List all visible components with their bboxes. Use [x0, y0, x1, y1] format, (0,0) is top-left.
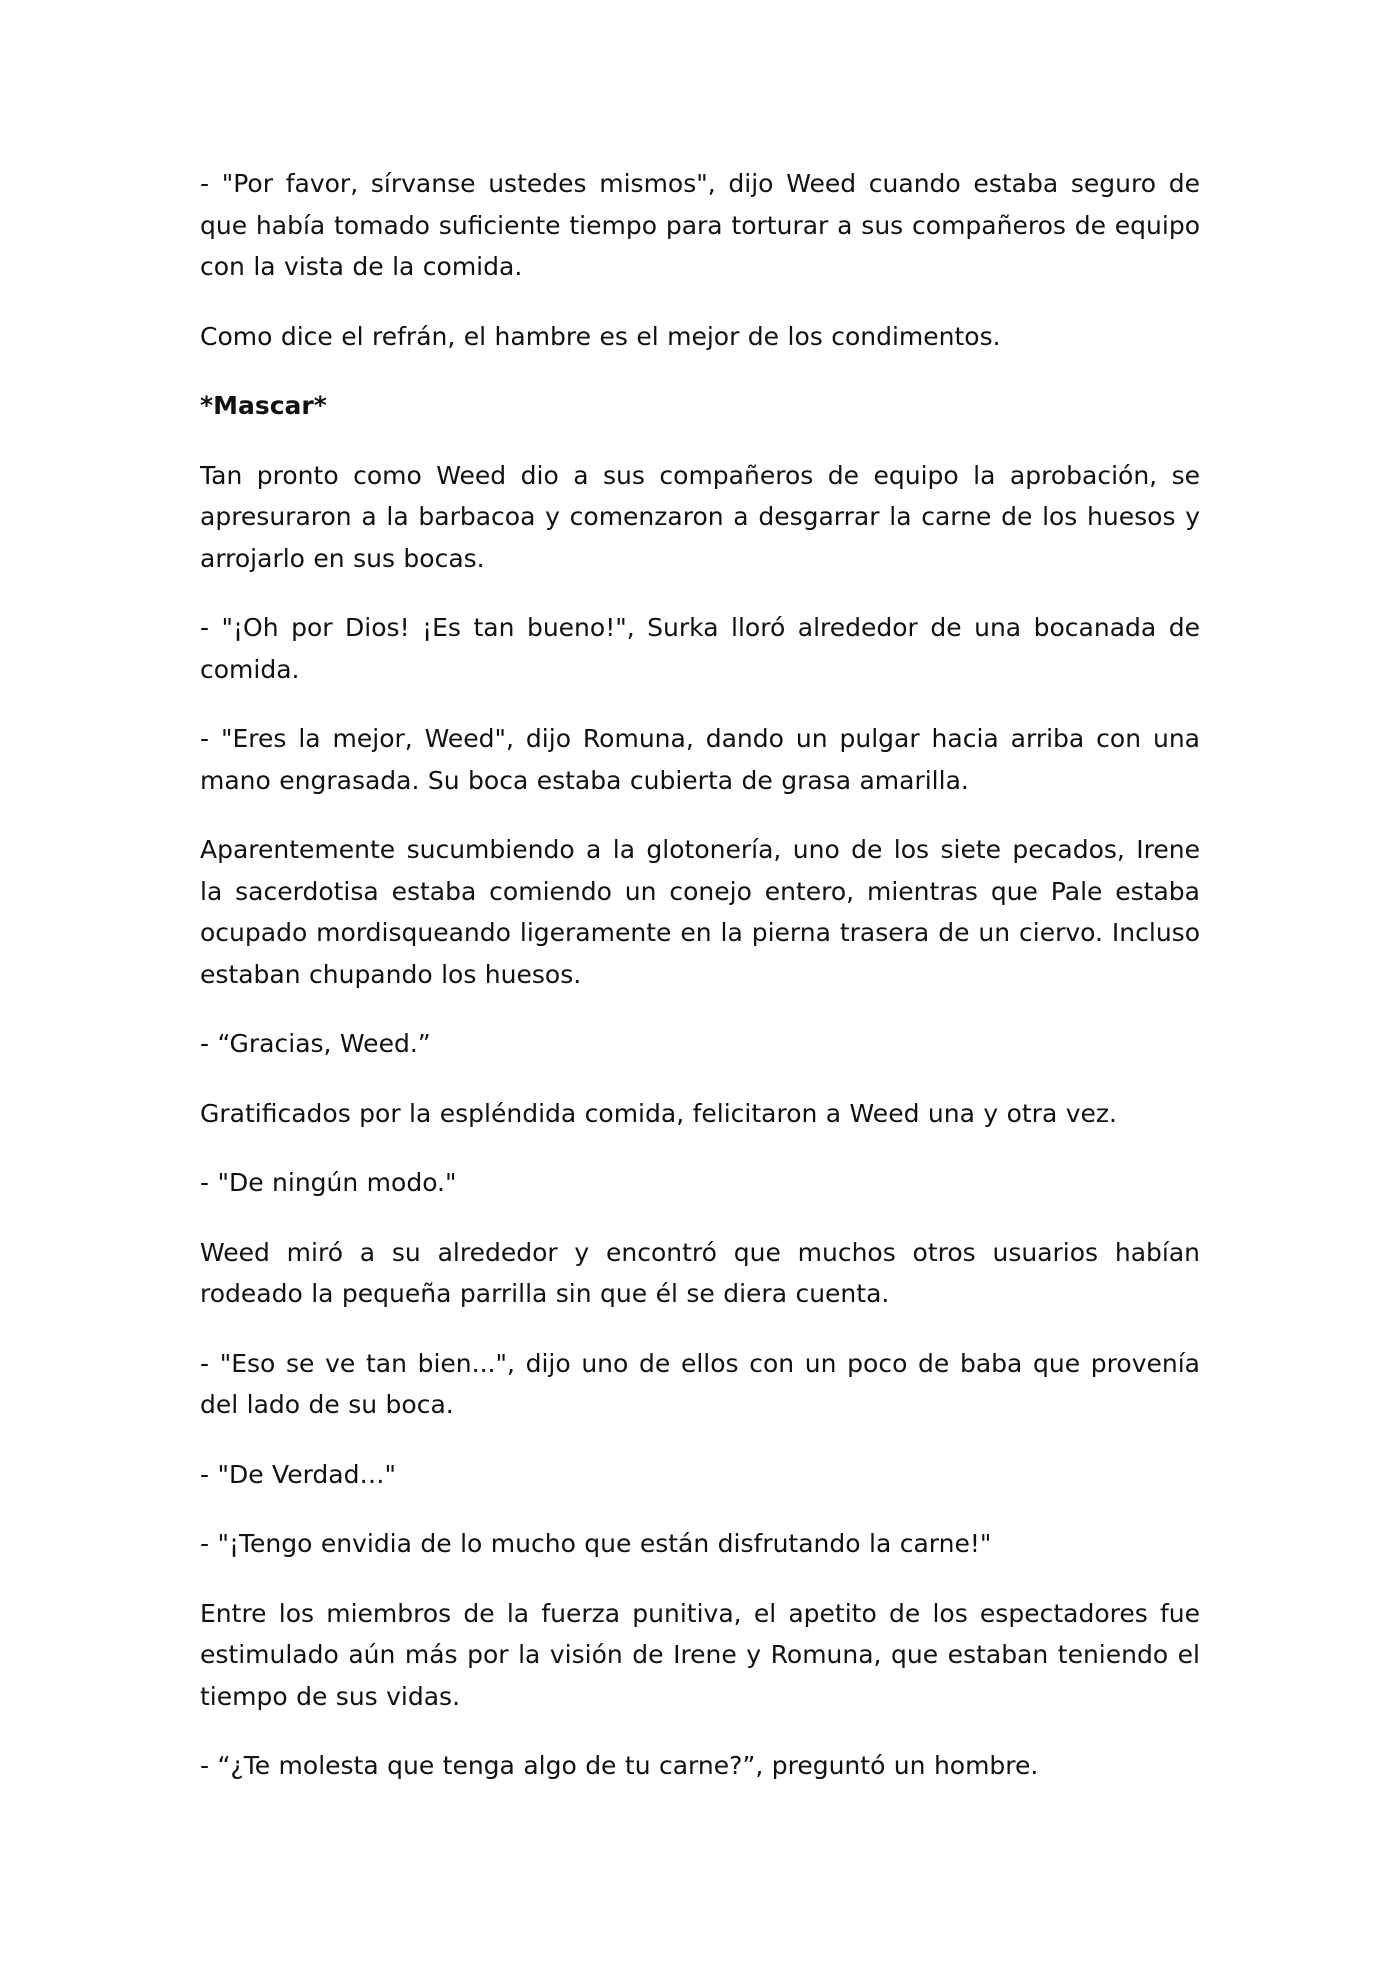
paragraph-7: Aparentemente sucumbiendo a la glotonería, uno de los siete pecados, Irene la sacerdotisa estaba comiendo un conejo entero, mientras que Pale estaba ocupado mordisqueando ligeramente en la pierna trasera de un ciervo. Incluso estaban chupando los huesos.: [200, 835, 1200, 989]
paragraph-3-sound-effect: *Mascar*: [200, 391, 327, 420]
paragraph-14: - "¡Tengo envidia de lo mucho que están disfrutando la carne!": [200, 1529, 992, 1558]
paragraph-5: - "¡Oh por Dios! ¡Es tan bueno!", Surka lloró alrededor de una bocanada de comida.: [200, 613, 1200, 684]
paragraph-4: Tan pronto como Weed dio a sus compañeros de equipo la aprobación, se apresuraron a la barbacoa y comenzaron a desgarrar la carne de los huesos y arrojarlo en sus bocas.: [200, 460, 1200, 573]
paragraph-6: - "Eres la mejor, Weed", dijo Romuna, dando un pulgar hacia arriba con una mano engrasada. Su boca estaba cubierta de grasa amarilla.: [200, 724, 1200, 795]
paragraph-2: Como dice el refrán, el hambre es el mejor de los condimentos.: [200, 321, 1001, 351]
paragraph-15: Entre los miembros de la fuerza punitiva, el apetito de los espectadores fue estimulado aún más por la visión de Irene y Romuna, que estaban teniendo el tiempo de sus vidas.: [200, 1598, 1200, 1711]
paragraph-13: - "De Verdad…": [200, 1459, 396, 1489]
paragraph-10: - "De ningún modo.": [200, 1168, 457, 1197]
paragraph-9: Gratificados por la espléndida comida, felicitaron a Weed una y otra vez.: [200, 1098, 1117, 1128]
paragraph-1: - "Por favor, sírvanse ustedes mismos", dijo Weed cuando estaba seguro de que había tomado suficiente tiempo para torturar a sus compañeros de equipo con la vista de la comida.: [200, 169, 1200, 281]
document-body: [200, 163, 1200, 1815]
paragraph-16: - “¿Te molesta que tenga algo de tu carne?”, preguntó un hombre.: [200, 1751, 1039, 1780]
paragraph-8: - “Gracias, Weed.”: [200, 1029, 431, 1058]
paragraph-11: Weed miró a su alrededor y encontró que muchos otros usuarios habían rodeado la pequeña parrilla sin que él se diera cuenta.: [200, 1237, 1200, 1308]
paragraph-12: - "Eso se ve tan bien...", dijo uno de ellos con un poco de baba que provenía del lado de su boca.: [200, 1348, 1200, 1419]
